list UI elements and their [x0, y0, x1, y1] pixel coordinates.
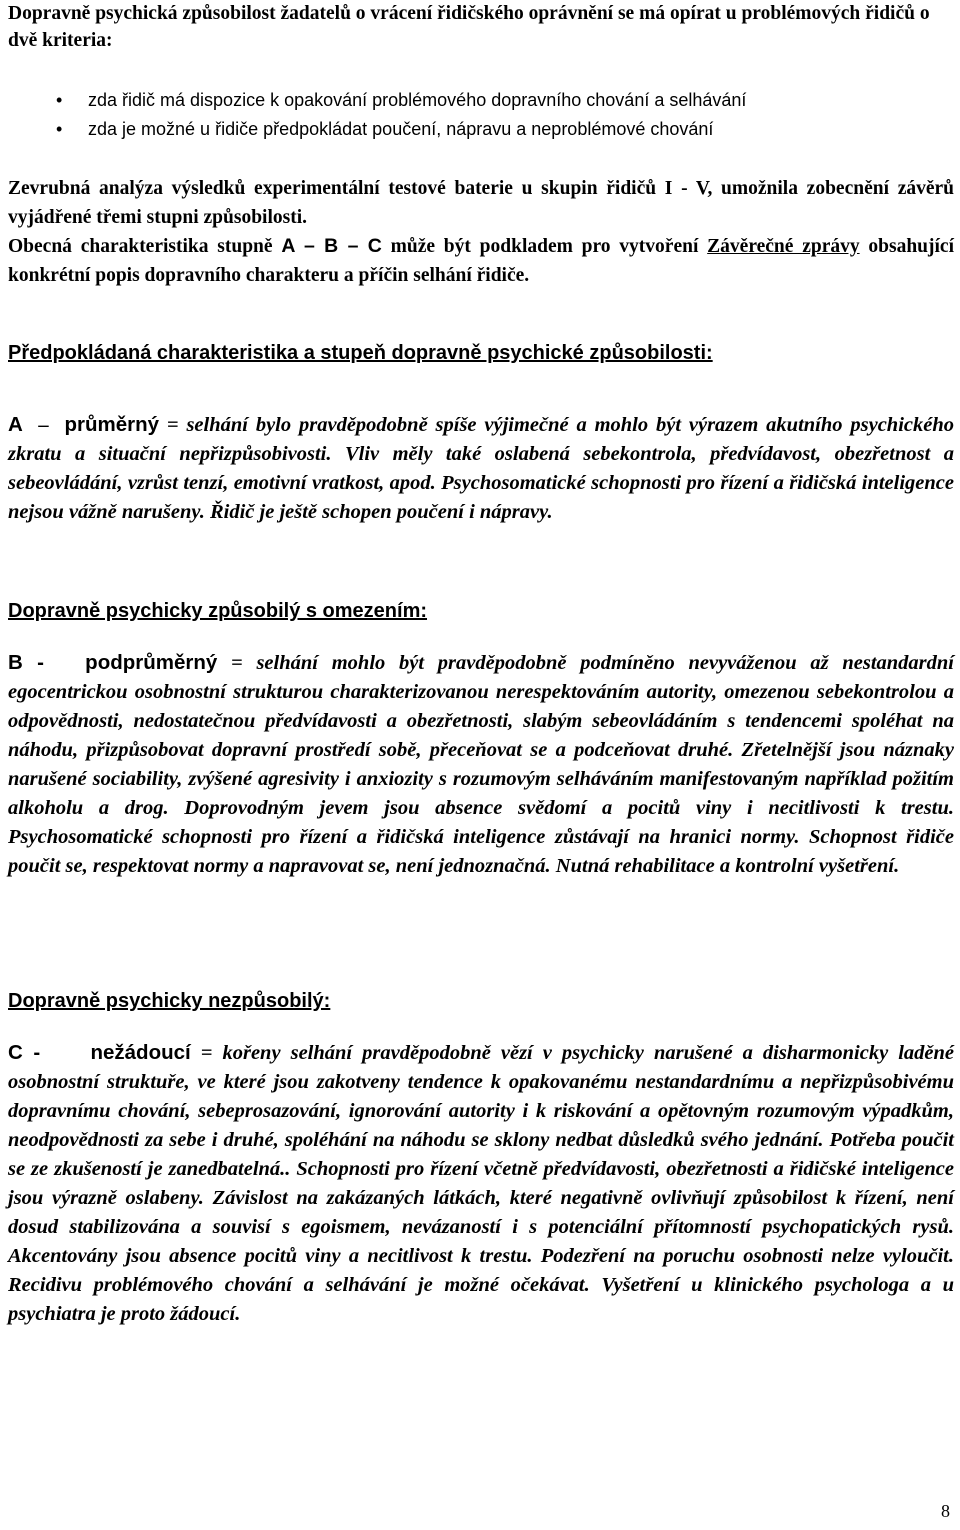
section-heading-a: Předpokládaná charakteristika a stupeň dopravně psychické způsobilosti: — [8, 342, 713, 364]
grade-letter: B - — [8, 651, 44, 674]
analysis-paragraph: Zevrubná analýza výsledků experimentální testové baterie u skupin řidičů I - V, umožnila zobecnění závěrů vyjádřené třemi stupni způsobilosti. — [8, 178, 954, 228]
criteria-list — [8, 86, 954, 144]
grade-c-paragraph — [8, 1038, 954, 1329]
grade-description: = kořeny selhání pravděpodobně vězí v psychicky narušené a disharmonicky laděné osobnostní struktuře, ve které jsou zakotveny tendence k opakovanému nestandardnímu a nepřizpůsobivému dopravnímu chování, sebeprosazování, ignorování autority i k riskování a opětovným rozumovým výpadkům, neodpovědnosti za sebe i druhé, spoléhání na náhodu se sklony nedbat důsledků svého jednání. Potřeba poučit se ze zkušeností je zanedbatelná.. Schopnosti pro řízení včetně předvídavosti, obezřetnosti a řidičské inteligence jsou výrazně oslabeny. Závislost na zakázaných látkách, které negativně ovlivňují způsobilost k řízení, není dosud stabilizována a souvisí s egoismem, nevázaností i s potenciální přítomností psychopatických rysů. Akcentovány jsou absence pocitů viny a necitlivost k trestu. Podezření na poruchu osobnosti nelze vyloučit. Recidivu problémového chování a selhávání je možné očekávat. Vyšetření u klinického psychologa a u psychiatra je proto žádoucí. — [8, 1042, 955, 1325]
grade-description: = selhání mohlo být pravděpodobně podmíněno nevyváženou až nestandardní egocentrickou osobnostní strukturou charakterizovanou nerespektováním autority, omezenou sebekontrolou a odpovědnosti, nedostatečnou předvídavosti a obezřetnosti, slabým sebeovládáním s tendencemi spoléhat na náhodu, přizpůsobovat dopravní prostředí sobě, přeceňovat se a podceňovat druhé. Zřetelnější jsou náznaky narušené sociability, zvýšené agresivity i anxiozity s rozumovým selháváním manifestovaným například požitím alkoholu a drog. Doprovodným jevem jsou absence svědomí a pocitů viny i necitlivosti k trestu. Psychosomatické schopnosti pro řízení a řidičská inteligence zůstávají na hranici normy. Schopnost řidiče poučit se, respektovat normy a napravovat se, není jednoznačná. Nutná rehabilitace a kontrolní vyšetření. — [8, 652, 955, 877]
grade-a-paragraph: A – průměrný = selhání bylo pravděpodobně spíše výjimečné a mohlo být výrazem akutního psychického zkratu a situační nepřizpůsobivosti. Vliv měly také oslabená sebekontrola, předvídavost, obezřetnost a sebeovládání, vzrůst tenzí, emotivní vratkost, apod. Psychosomatické schopnosti pro řízení a řidičská inteligence nejsou vážně narušeny. Řidič je ještě schopen poučení i nápravy. — [8, 413, 955, 523]
analysis-section — [8, 174, 954, 290]
section-heading-c: Dopravně psychicky nezpůsobilý: — [8, 990, 331, 1012]
criteria-item: • zda řidič má dispozice k opakování problémového dopravního chování a selhávání — [8, 86, 954, 115]
section-heading-b: Dopravně psychicky způsobilý s omezením: — [8, 600, 428, 622]
grade-sequence: A – B – C — [281, 235, 382, 257]
characteristic-paragraph — [8, 232, 954, 290]
text-fragment: obsahující konkrétní popis dopravního charakteru a příčin selhání řidiče. — [8, 236, 955, 286]
grade-letter: A — [8, 413, 23, 436]
grade-label: podprůměrný — [85, 651, 218, 674]
final-report-reference: Závěrečné zprávy — [707, 236, 860, 257]
text-fragment: Obecná charakteristika stupně — [8, 236, 282, 257]
grade-description: = selhání bylo pravděpodobně spíše výjimečné a mohlo být výrazem akutního psychického zkratu a situační nepřizpůsobivosti. Vliv měly také oslabená sebekontrola, předvídavost, obezřetnost a sebeovládání, vzrůst tenzí, emotivní vratkost, apod. Psychosomatické schopnosti pro řízení a řidičská inteligence nejsou vážně narušeny. Řidič je ještě schopen poučení i nápravy. — [8, 414, 955, 523]
intro-paragraph: Dopravně psychická způsobilost žadatelů o vrácení řidičského oprávnění se má opírat u problémových řidičů o dvě kriteria: — [8, 3, 930, 51]
grade-label: nežádoucí — [90, 1041, 191, 1064]
grade-b-paragraph — [8, 648, 954, 881]
page-number: 8 — [941, 1501, 950, 1521]
grade-letter: C - — [8, 1041, 41, 1064]
text-fragment: může být podkladem pro vytvoření — [381, 236, 708, 257]
grade-label: průměrný — [64, 413, 160, 436]
criteria-item: • zda je možné u řidiče předpokládat poučení, nápravu a neproblémové chování — [8, 115, 954, 144]
